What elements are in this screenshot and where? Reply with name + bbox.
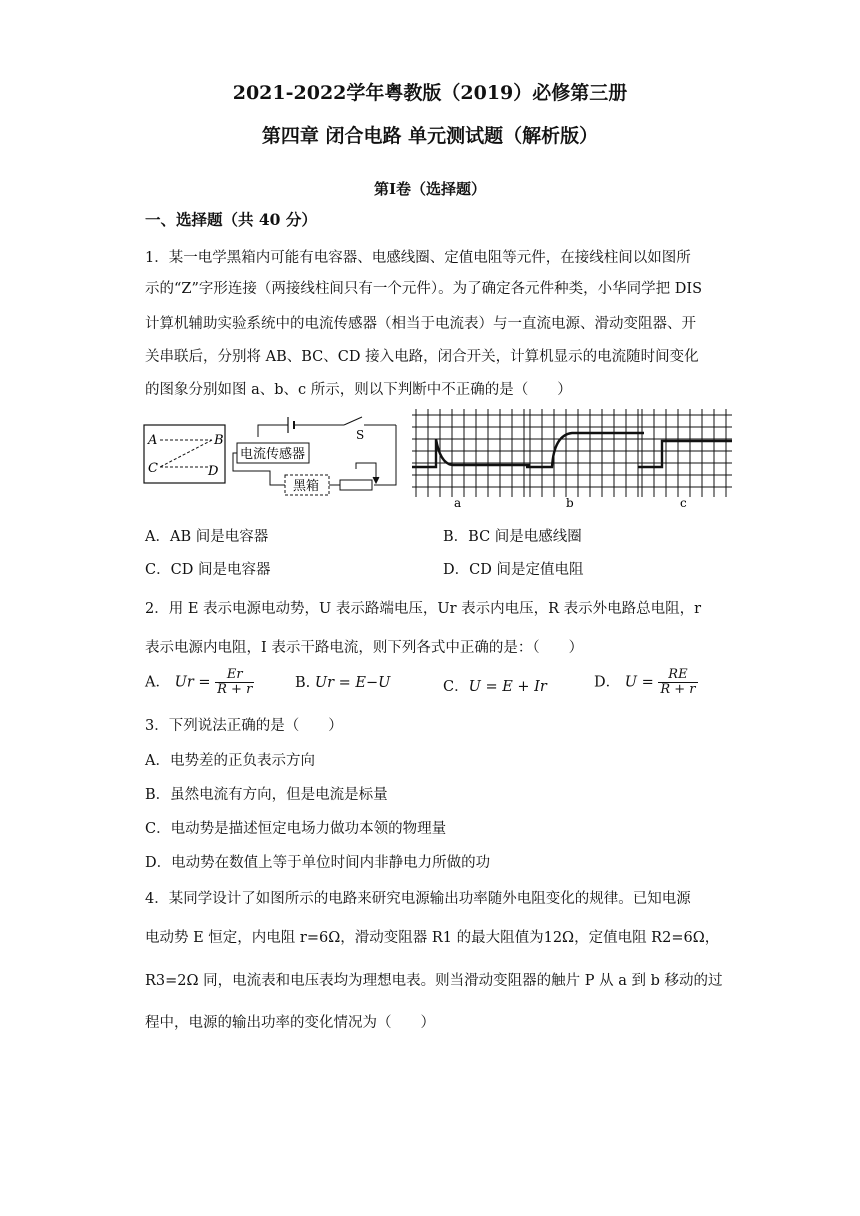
- section-heading: 一、选择题（共 40 分）: [145, 210, 317, 229]
- q1-option-d: D．CD 间是定值电阻: [443, 562, 584, 578]
- box-label-c: C: [148, 461, 158, 476]
- switch-label: S: [356, 428, 365, 442]
- q1-figure: [140, 405, 740, 513]
- q4-line: R3=2Ω 同，电流表和电压表均为理想电表。则当滑动变阻器的触片 P 从 a 到 b 移动的过: [145, 973, 723, 989]
- title-line-2: 第四章 闭合电路 单元测试题（解析版）: [261, 125, 599, 147]
- q3-option: B．虽然电流有方向，但是电流是标量: [145, 787, 388, 803]
- q3-option: A．电势差的正负表示方向: [145, 753, 315, 769]
- q1-line: 示的“Z”字形连接（两接线柱间只有一个元件）。为了确定各元件种类，小华同学把 DIS: [145, 281, 703, 297]
- q4-line: 程中，电源的输出功率的变化情况为（ ）: [145, 1015, 435, 1031]
- q3-option: D．电动势在数值上等于单位时间内非静电力所做的功: [145, 855, 491, 871]
- q1-line: 的图象分别如图 a、b、c 所示，则以下判断中不正确的是（ ）: [145, 382, 572, 398]
- graph-label-b: b: [566, 496, 574, 510]
- q2-option-b: B. Ur = E−U: [295, 675, 391, 691]
- q2-option-a: A． Ur = $\frac{Er}{R + r}$: [145, 667, 253, 697]
- q2-option-c: C．U = E + Ir: [443, 679, 547, 695]
- q1-option-a: A．AB 间是电容器: [145, 529, 269, 545]
- graph-label-c: c: [680, 496, 687, 510]
- q2-line-2: 表示电源内电阻，I 表示干路电流，则下列各式中正确的是：（ ）: [145, 640, 584, 656]
- graph-label-a: a: [454, 496, 462, 510]
- title-line-1: 2021-2022学年粤教版（2019）必修第三册: [232, 82, 628, 104]
- box-label-d: D: [208, 464, 219, 479]
- q4-line: 4．某同学设计了如图所示的电路来研究电源输出功率随外电阻变化的规律。已知电源: [145, 891, 691, 907]
- q4-line: 电动势 E 恒定，内电阻 r=6Ω，滑动变阻器 R1 的最大阻值为12Ω，定值电阻 R2=6Ω，: [145, 930, 720, 946]
- volume-heading: 第Ⅰ卷（选择题）: [373, 180, 487, 198]
- q1-line: 1．某一电学黑箱内可能有电容器、电感线圈、定值电阻等元件，在接线柱间以如图所: [145, 250, 691, 266]
- q2-option-d: D． U = $\frac{RE}{R + r}$: [594, 667, 696, 697]
- q1-option-c: C．CD 间是电容器: [145, 562, 271, 578]
- q1-option-b: B．BC 间是电感线圈: [443, 529, 582, 545]
- q1-line: 关串联后，分别将 AB、BC、CD 接入电路，闭合开关，计算机显示的电流随时间变化: [145, 349, 699, 365]
- box-label-a: A: [148, 433, 158, 448]
- q2-line-1: 2．用 E 表示电源电动势，U 表示路端电压，Ur 表示内电压，R 表示外电路总电阻，r: [145, 601, 702, 617]
- q3-stem: 3．下列说法正确的是（ ）: [145, 718, 343, 734]
- blackbox-label: 黑箱: [293, 479, 320, 494]
- box-label-b: B: [214, 433, 224, 448]
- sensor-label: 电流传感器: [240, 447, 306, 462]
- q1-line: 计算机辅助实验系统中的电流传感器（相当于电流表）与一直流电源、滑动变阻器、开: [145, 316, 696, 332]
- q3-option: C．电动势是描述恒定电场力做功本领的物理量: [145, 821, 447, 837]
